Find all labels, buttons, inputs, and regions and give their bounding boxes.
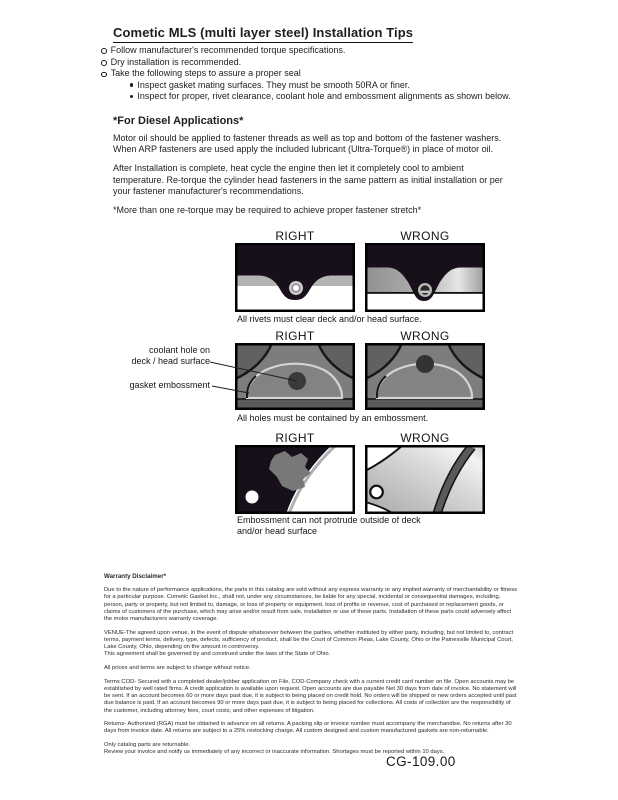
- sub-bullet-item: [101, 80, 571, 92]
- diesel-heading: *For Diesel Applications*: [113, 115, 244, 127]
- bolt-hole-icon: [246, 491, 259, 504]
- dot-bullet-icon: [130, 95, 133, 98]
- bullet-text: Inspect gasket mating surfaces. They must be smooth 50RA or finer.: [137, 79, 410, 90]
- rivet-caption: All rivets must clear deck and/or head surface.: [237, 314, 422, 324]
- circle-bullet-icon: [101, 60, 107, 66]
- dot-bullet-icon: [130, 83, 133, 86]
- wrong-label: WRONG: [400, 431, 450, 445]
- coolant-hole-label: coolant hole on deck / head surface: [131, 345, 210, 366]
- bullet-text: Dry installation is recommended.: [110, 56, 242, 67]
- catalog-parts-line: Only catalog parts are returnable.: [104, 742, 191, 749]
- prices-line: All prices and terms are subject to change without notice.: [104, 665, 251, 672]
- protrusion-caption: Embossment can not protrude outside of deck and/or head surface: [237, 515, 421, 536]
- wrong-label: WRONG: [400, 229, 450, 243]
- bullet-item: [101, 57, 571, 69]
- warranty-disclaimer: [104, 573, 518, 763]
- rivet-icon: [418, 283, 432, 297]
- circle-bullet-icon: [101, 48, 107, 54]
- figure-rivet-right-panel: [235, 243, 355, 312]
- bolt-hole-icon: [370, 486, 383, 499]
- invoice-review-line: Review your invoice and notify us immediately of any incorrect or inaccurate information. Shortages must be reported within 10 days.: [104, 749, 445, 756]
- bullet-list: [101, 45, 571, 103]
- figure-protrusion-right-panel: [235, 445, 355, 514]
- right-label: RIGHT: [275, 329, 315, 343]
- leader-lines: [205, 348, 315, 403]
- embossment-caption: All holes must be contained by an embossment.: [237, 413, 429, 423]
- gasket-embossment-label: gasket embossment: [129, 380, 210, 390]
- coolant-hole-icon: [416, 355, 434, 373]
- sub-bullet-item: [101, 91, 571, 103]
- venue-paragraph: VENUE-The agreed upon venue, in the event of dispute whatsoever between the parties, whether instituted by either party, including, but not limited to, contract terms, payment terms, delivery, type, defects, sufficiency of product, shall be the Court of Common Pleas, Lake County, Ohio or the Painesville Municipal Court, Lake County, Ohio, depending on the amount in controversy.: [104, 629, 514, 651]
- page-title: Cometic MLS (multi layer steel) Installation Tips: [113, 25, 413, 43]
- bullet-item: [101, 68, 571, 80]
- figure-embossment-wrong-panel: [365, 343, 485, 410]
- diesel-section: [113, 116, 513, 224]
- right-label: RIGHT: [275, 229, 315, 243]
- diesel-paragraph-1: Motor oil should be applied to fastener threads as well as top and bottom of the fastener washers. When ARP fasteners are used apply the included lubricant (Ultra-Torque®) in place of motor oil.: [113, 132, 502, 154]
- bullet-item: [101, 45, 571, 57]
- returns-paragraph: Returns- Authorized (RGA) must be obtained in advance on all returns. A packing slip or invoice number must accompany the merchandise. No returns after 30 days from invoice date. All returns are subject to a 25% restocking charge. All custom designed and custom manufactured gaskets are non-returnable.: [104, 721, 512, 735]
- bullet-text: Follow manufacturer's recommended torque specifications.: [110, 45, 346, 55]
- diesel-paragraph-2: After Installation is complete, heat cycle the engine then let it completely cool to ambient temperature. Re-torque the cylinder head fasteners in the same pattern as initial installation or per your fastener manufacturer's recommendations.: [113, 163, 503, 196]
- wrong-label: WRONG: [400, 329, 450, 343]
- warranty-paragraph: Due to the nature of performance applications, the parts in this catalog are sold without any express warranty or any implied warranty of merchantability or fitness for a particular purpose. Cometic Gasket Inc., shall not, under any circumstances, be liable for any special, incidental or consequential damages, including, person, party or property, but not limited to, damage, or loss of property or equipment, loss of profits or revenue, cost of purchased or replacement goods, or claims of customers of the purchase, which may arise and/or result from sale, installation or use of these parts. Installation of these parts could adversely affect the motor manufacturers warranty coverage.: [104, 587, 518, 623]
- governing-law-line: This agreement shall be governed by and construed under the laws of the State of Ohio.: [104, 651, 331, 658]
- circle-bullet-icon: [101, 72, 107, 78]
- figure-rivet-wrong-panel: [365, 243, 485, 312]
- bullet-text: Take the following steps to assure a proper seal: [110, 68, 301, 79]
- rivet-icon: [289, 281, 303, 295]
- right-label: RIGHT: [275, 431, 315, 445]
- warranty-heading: Warranty Disclaimer*: [104, 573, 167, 580]
- bullet-text: Inspect for proper, rivet clearance, coolant hole and embossment alignments as shown below.: [137, 91, 511, 102]
- diesel-note: *More than one re-torque may be required to achieve proper fastener stretch*: [113, 205, 422, 215]
- figure-protrusion-wrong-panel: [365, 445, 485, 514]
- terms-paragraph: Terms COD- Secured with a completed dealer/jobber application on File, COD-Company check with a current credit card number on file. Open accounts may be established by well rated firms. A credit application is available upon request. Open accounts are due payable Net 30 days from date of invoice. No statement will be sent. If an account becomes 60 or more days past due, it is subject to being placed on credit hold. No orders will be shipped or new orders accepted until past due balance is paid. If an account becomes 90 or more days past due, it is subject to being placed for collections. All costs of collection are the responsibility of the customer, including attorney fees, court costs, and other expenses of litigation.: [104, 678, 517, 714]
- doc-number: CG-109.00: [386, 754, 456, 769]
